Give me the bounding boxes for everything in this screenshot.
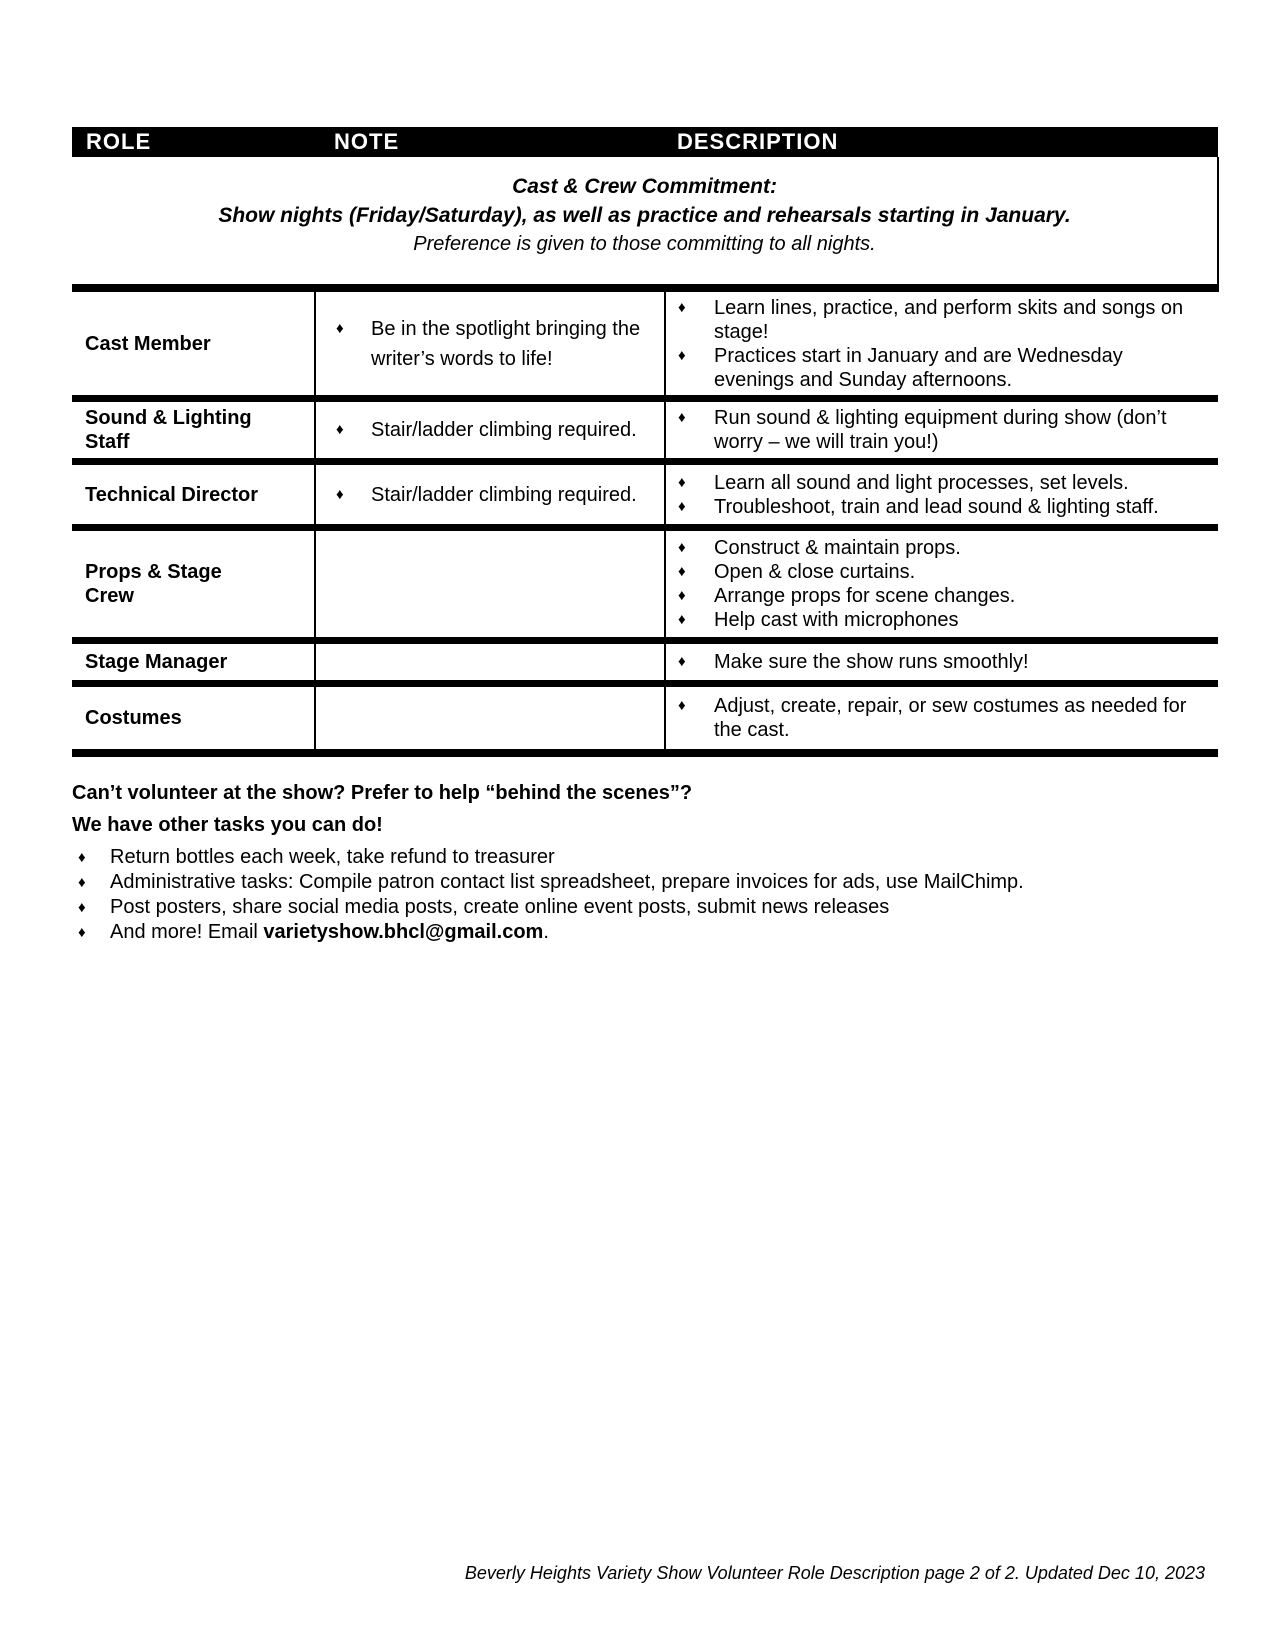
diamond-bullet-icon: ♦ bbox=[678, 497, 686, 515]
list-item bbox=[316, 314, 664, 374]
column-header-note: NOTE bbox=[315, 127, 665, 157]
list-item bbox=[666, 694, 1218, 742]
table-row-props-stage-crew bbox=[72, 528, 1218, 641]
note-cell bbox=[315, 288, 665, 399]
table-row-costumes bbox=[72, 684, 1218, 754]
commitment-detail: Show nights (Friday/Saturday), as well as practice and rehearsals starting in January. bbox=[218, 204, 1071, 227]
note-cell bbox=[315, 641, 665, 684]
commitment-title: Cast & Crew Commitment: bbox=[512, 175, 777, 198]
diamond-bullet-icon: ♦ bbox=[678, 587, 686, 604]
list-item bbox=[72, 895, 1182, 920]
diamond-bullet-icon: ♦ bbox=[336, 319, 344, 337]
diamond-bullet-icon: ♦ bbox=[678, 697, 686, 714]
note-text: Be in the spotlight bringing the writer’s words to life! bbox=[371, 317, 641, 370]
list-item bbox=[666, 536, 1218, 560]
list-item bbox=[666, 608, 1218, 632]
note-text: Stair/ladder climbing required. bbox=[371, 419, 637, 441]
diamond-bullet-icon: ♦ bbox=[678, 298, 686, 316]
diamond-bullet-icon: ♦ bbox=[78, 874, 86, 891]
role-name: Sound & Lighting Staff bbox=[72, 399, 315, 462]
list-item bbox=[316, 480, 664, 510]
list-item bbox=[666, 296, 1218, 344]
diamond-bullet-icon: ♦ bbox=[78, 924, 86, 941]
task-text: Post posters, share social media posts, create online event posts, submit news releases bbox=[110, 896, 890, 918]
description-cell bbox=[665, 684, 1218, 754]
note-cell bbox=[315, 462, 665, 528]
diamond-bullet-icon: ♦ bbox=[336, 485, 344, 503]
description-text: Help cast with microphones bbox=[714, 609, 959, 631]
description-text: Run sound & lighting equipment during show (don’t worry – we will train you!) bbox=[714, 407, 1167, 453]
contact-email: varietyshow.bhcl@gmail.com bbox=[263, 921, 544, 943]
list-item bbox=[72, 870, 1182, 895]
note-text: Stair/ladder climbing required. bbox=[371, 483, 637, 506]
list-item bbox=[72, 845, 1182, 870]
note-cell bbox=[315, 399, 665, 462]
description-text: Learn lines, practice, and perform skits and songs on stage! bbox=[714, 296, 1184, 343]
description-text: Practices start in January and are Wednesday evenings and Sunday afternoons. bbox=[714, 344, 1123, 391]
role-name: Costumes bbox=[72, 684, 315, 754]
diamond-bullet-icon: ♦ bbox=[678, 611, 686, 628]
volunteer-heading-line1: Can’t volunteer at the show? Prefer to help “behind the scenes”? bbox=[72, 782, 693, 804]
description-text: Make sure the show runs smoothly! bbox=[714, 651, 1029, 673]
list-item bbox=[72, 920, 1182, 945]
description-text: Adjust, create, repair, or sew costumes as needed for the cast. bbox=[714, 695, 1187, 741]
role-name: Props & Stage Crew bbox=[72, 528, 315, 641]
footer-note: Beverly Heights Variety Show Volunteer Role Description page 2 of 2. Updated Dec 10, 2023 bbox=[464, 1563, 1205, 1583]
note-cell bbox=[315, 528, 665, 641]
description-text: Construct & maintain props. bbox=[714, 537, 961, 559]
commitment-row bbox=[72, 157, 1218, 288]
description-cell bbox=[665, 641, 1218, 684]
description-cell bbox=[665, 288, 1218, 399]
diamond-bullet-icon: ♦ bbox=[678, 539, 686, 556]
role-name: Technical Director bbox=[72, 462, 315, 528]
diamond-bullet-icon: ♦ bbox=[78, 899, 86, 916]
table-row-technical-director bbox=[72, 462, 1218, 528]
description-cell bbox=[665, 399, 1218, 462]
list-item bbox=[666, 584, 1218, 608]
description-text: Learn all sound and light processes, set levels. bbox=[714, 471, 1129, 494]
task-text-prefix: And more! Email bbox=[110, 921, 264, 943]
list-item bbox=[666, 495, 1218, 519]
description-text: Troubleshoot, train and lead sound & lighting staff. bbox=[714, 495, 1159, 518]
diamond-bullet-icon: ♦ bbox=[678, 653, 686, 670]
volunteer-heading-line2: We have other tasks you can do! bbox=[72, 814, 383, 836]
roles-table bbox=[72, 127, 1219, 757]
role-name: Stage Manager bbox=[72, 641, 315, 684]
list-item bbox=[666, 471, 1218, 495]
table-row-stage-manager bbox=[72, 641, 1218, 684]
diamond-bullet-icon: ♦ bbox=[678, 346, 686, 364]
diamond-bullet-icon: ♦ bbox=[336, 421, 344, 438]
list-item bbox=[666, 650, 1218, 674]
volunteer-task-list bbox=[72, 845, 1182, 945]
description-cell bbox=[665, 528, 1218, 641]
role-name: Cast Member bbox=[72, 288, 315, 399]
description-text: Open & close curtains. bbox=[714, 561, 916, 583]
list-item bbox=[666, 344, 1218, 392]
task-text bbox=[110, 920, 1182, 945]
diamond-bullet-icon: ♦ bbox=[678, 409, 686, 426]
diamond-bullet-icon: ♦ bbox=[678, 473, 686, 491]
commitment-preference: Preference is given to those committing to all nights. bbox=[413, 233, 876, 255]
note-cell bbox=[315, 684, 665, 754]
task-text: Return bottles each week, take refund to treasurer bbox=[110, 846, 555, 868]
table-header-row bbox=[72, 127, 1218, 157]
column-header-role: ROLE bbox=[72, 127, 315, 157]
list-item bbox=[666, 406, 1218, 454]
column-header-description: DESCRIPTION bbox=[665, 127, 1218, 157]
task-text: Administrative tasks: Compile patron contact list spreadsheet, prepare invoices for ads, use MailChimp. bbox=[110, 871, 1024, 893]
table-row-sound-lighting bbox=[72, 399, 1218, 462]
diamond-bullet-icon: ♦ bbox=[78, 849, 86, 866]
list-item bbox=[316, 415, 664, 445]
description-cell bbox=[665, 462, 1218, 528]
list-item bbox=[666, 560, 1218, 584]
table-row-cast-member bbox=[72, 288, 1218, 399]
diamond-bullet-icon: ♦ bbox=[678, 563, 686, 580]
task-text-suffix: . bbox=[543, 921, 549, 943]
volunteer-section bbox=[72, 777, 1182, 945]
description-text: Arrange props for scene changes. bbox=[714, 585, 1016, 607]
